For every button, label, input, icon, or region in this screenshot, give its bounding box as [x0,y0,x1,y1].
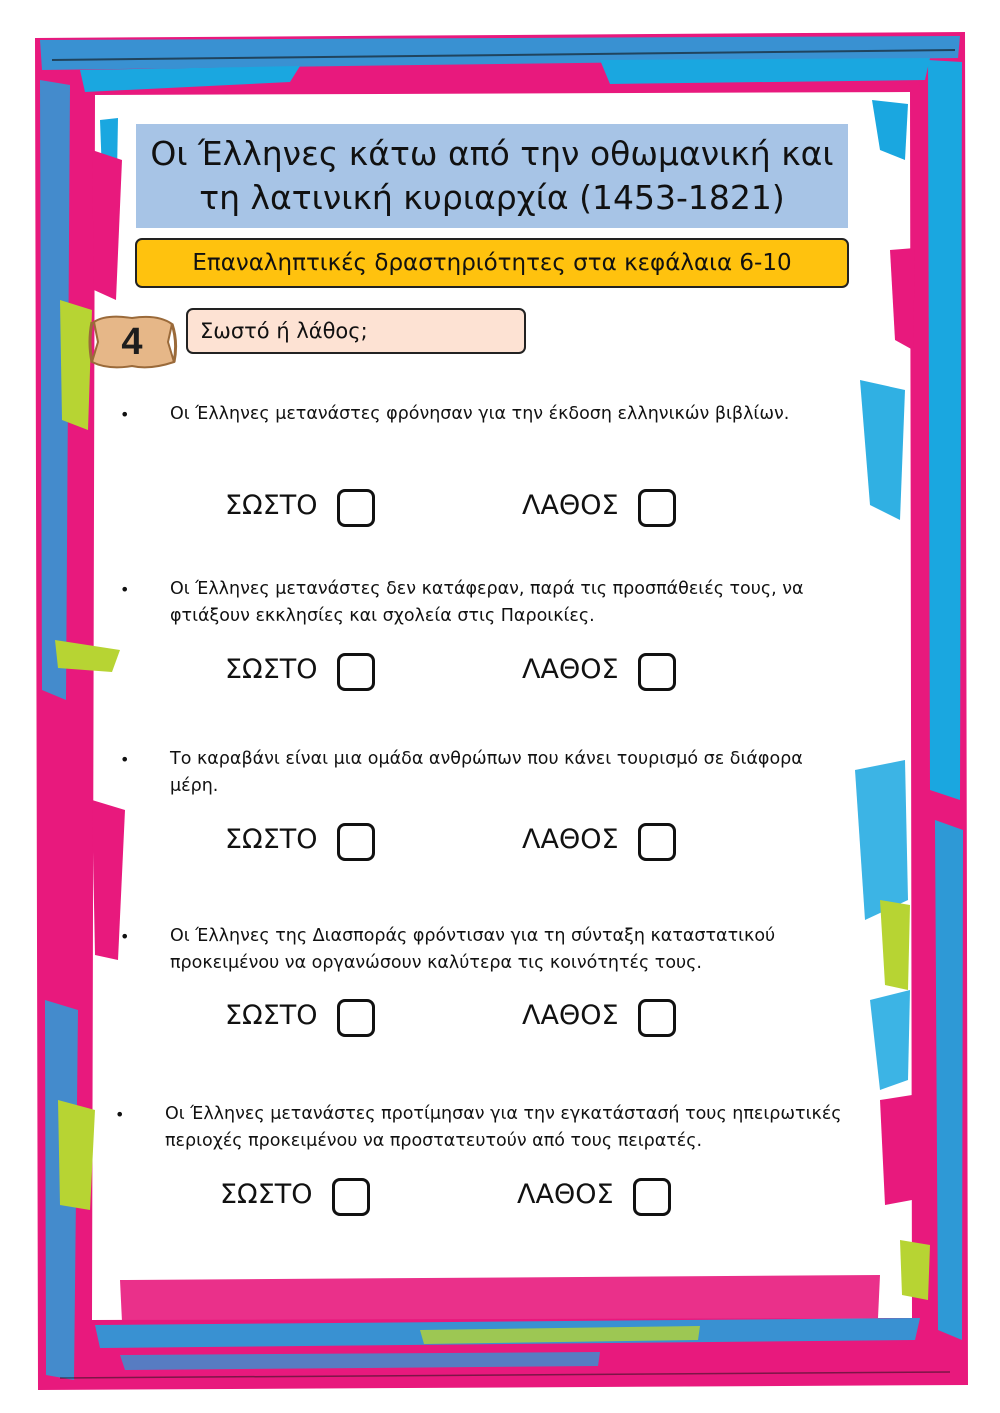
false-checkbox[interactable] [638,823,676,861]
question-item [115,1101,905,1155]
question-item [120,923,910,977]
true-label: ΣΩΣΤΟ [225,824,318,855]
question-item [120,576,910,630]
question-line-2: περιοχές προκειμένου να προστατευτούν από τους πειρατές. [165,1131,703,1151]
title-line-1: Οι Έλληνες κάτω από την οθωμανική και [150,134,834,173]
true-checkbox[interactable] [337,653,375,691]
false-label: ΛΑΘΟΣ [522,824,619,855]
worksheet-title [136,124,848,228]
false-label: ΛΑΘΟΣ [522,654,619,685]
false-checkbox[interactable] [633,1178,671,1216]
false-checkbox[interactable] [638,489,676,527]
question-line-2: φτιάξουν εκκλησίες και σχολεία στις Παροικίες. [170,606,595,626]
exercise-number: 4 [121,320,143,363]
false-checkbox[interactable] [638,999,676,1037]
answer-row [115,1176,905,1226]
true-checkbox[interactable] [337,489,375,527]
true-checkbox[interactable] [337,823,375,861]
false-label: ΛΑΘΟΣ [517,1179,614,1210]
question-line-2: μέρη. [170,776,219,796]
bullet-icon: • [115,1105,125,1124]
answer-row [120,487,910,537]
question-text [120,923,910,977]
answer-row [120,821,910,871]
question-line-1: Οι Έλληνες μετανάστες δεν κατάφεραν, παρά τις προσπάθειές τους, να [170,579,804,599]
question-item [120,746,910,800]
bullet-icon: • [120,405,130,424]
question-text [115,1101,905,1155]
bullet-icon: • [120,750,130,769]
question-text [120,746,910,800]
true-label: ΣΩΣΤΟ [220,1179,313,1210]
false-checkbox[interactable] [638,653,676,691]
false-label: ΛΑΘΟΣ [522,490,619,521]
true-label: ΣΩΣΤΟ [225,654,318,685]
question-line-1: Οι Έλληνες της Διασποράς φρόντισαν για τη σύνταξη καταστατικού [170,926,776,946]
true-label: ΣΩΣΤΟ [225,1000,318,1031]
question-line-1: Το καραβάνι είναι μια ομάδα ανθρώπων που κάνει τουρισμό σε διάφορα [170,749,803,769]
true-checkbox[interactable] [337,999,375,1037]
question-line-1: Οι Έλληνες μετανάστες προτίμησαν για την εγκατάστασή τους ηπειρωτικές [165,1104,842,1124]
question-line-2: προκειμένου να οργανώσουν καλύτερα τις κοινότητές τους. [170,953,702,973]
question-text [120,576,910,630]
bullet-icon: • [120,580,130,599]
question-line-1: Οι Έλληνες μετανάστες φρόνησαν για την έκδοση ελληνικών βιβλίων. [170,404,790,424]
exercise-number-badge [86,312,178,372]
true-label: ΣΩΣΤΟ [225,490,318,521]
answer-row [120,997,910,1047]
exercise-instruction: Σωστό ή λάθος; [186,308,526,354]
title-line-2: τη λατινική κυριαρχία (1453-1821) [199,178,785,217]
false-label: ΛΑΘΟΣ [522,1000,619,1031]
true-checkbox[interactable] [332,1178,370,1216]
question-item [120,401,910,428]
bullet-icon: • [120,927,130,946]
question-text [120,401,910,428]
answer-row [120,651,910,701]
worksheet-subtitle: Επαναληπτικές δραστηριότητες στα κεφάλαια 6-10 [135,238,849,288]
